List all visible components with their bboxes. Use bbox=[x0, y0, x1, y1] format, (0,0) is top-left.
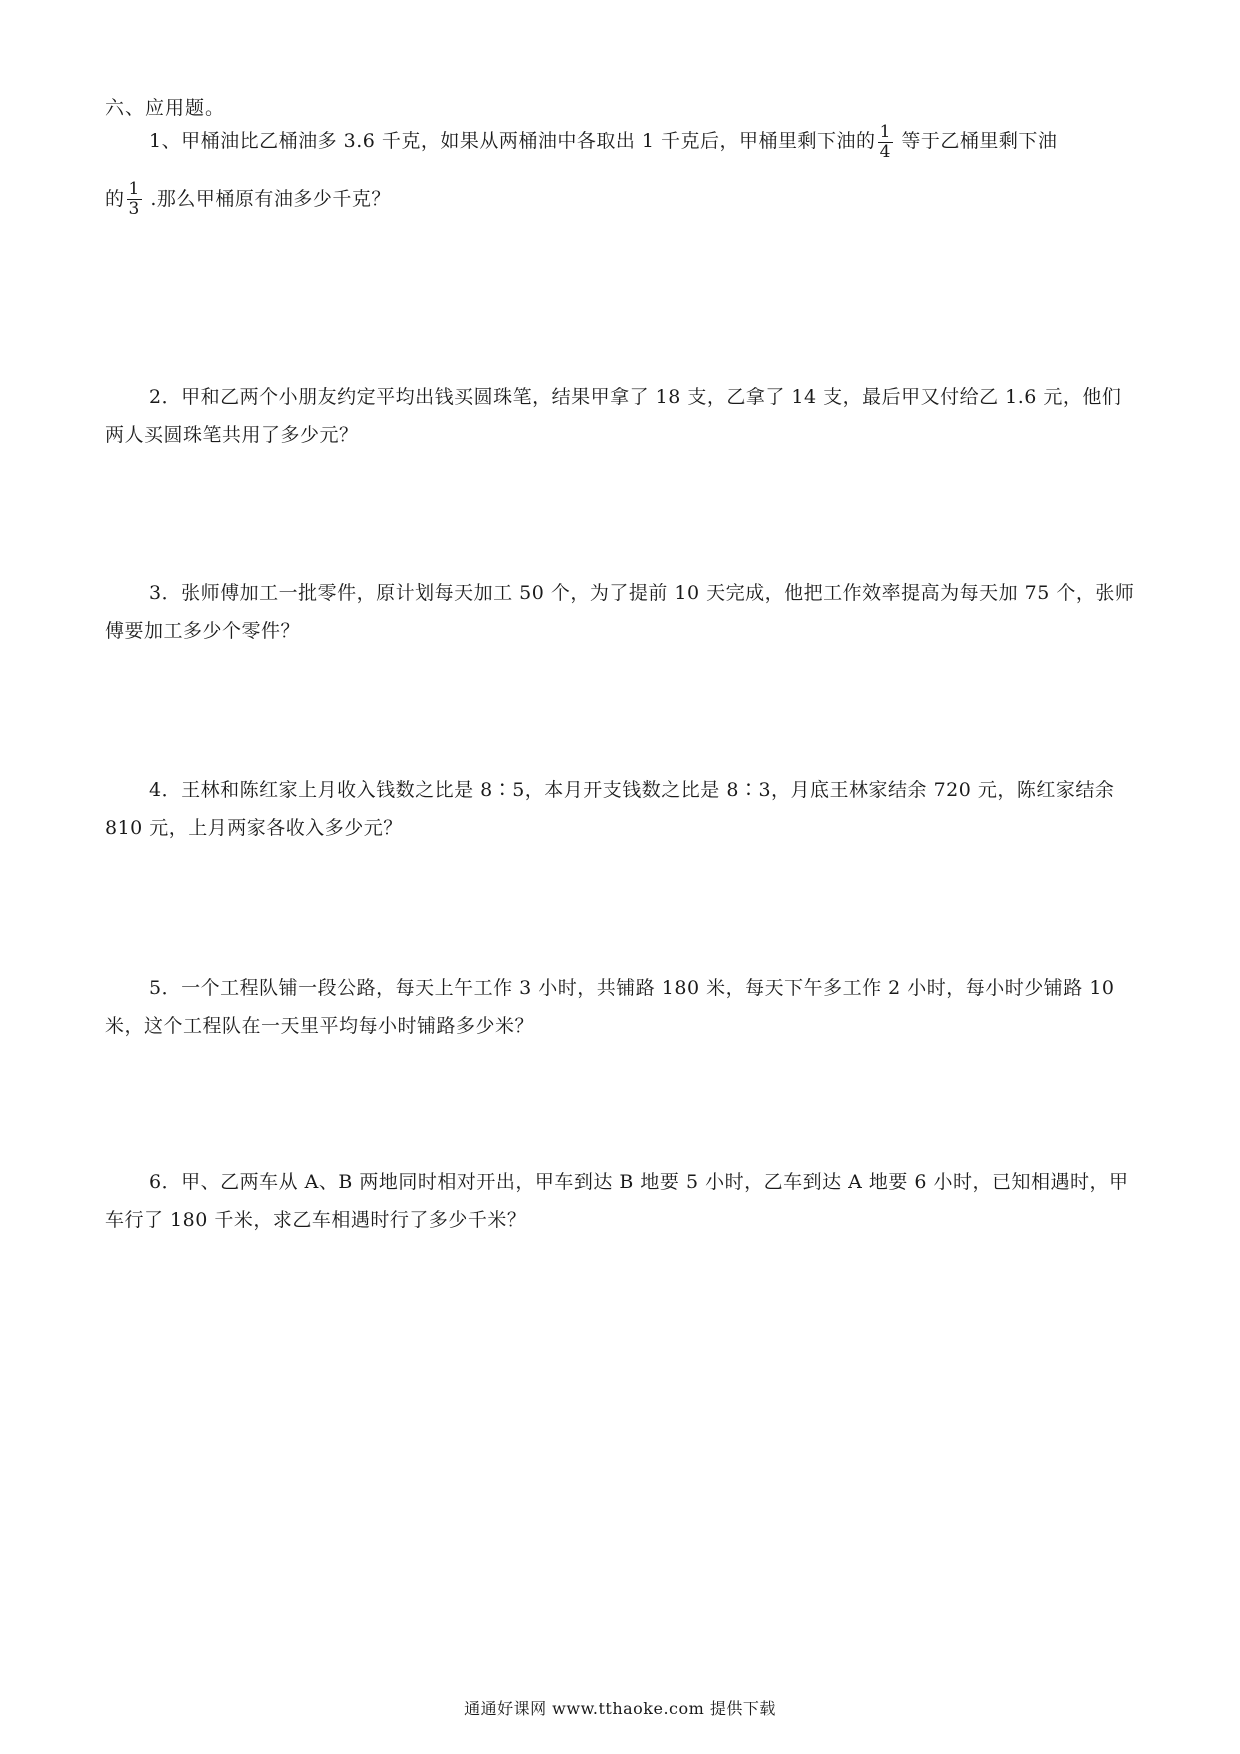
fraction-numerator: 1 bbox=[879, 121, 891, 142]
question-6-text: 甲、乙两车从 A、B 两地同时相对开出，甲车到达 B 地要 5 小时，乙车到达 A 地要 6 小时，已知相遇时，甲车行了 180 千米，求乙车相遇时行了多少千米？ bbox=[105, 1171, 1129, 1231]
fraction-one-third bbox=[127, 180, 142, 219]
question-3 bbox=[105, 574, 1135, 650]
question-2 bbox=[105, 378, 1135, 454]
question-5-text: 一个工程队铺一段公路，每天上午工作 3 小时，共铺路 180 米，每天下午多工作 2 小时，每小时少铺路 10 米，这个工程队在一天里平均每小时铺路多少米？ bbox=[105, 977, 1115, 1037]
question-4-number: 4． bbox=[149, 779, 182, 801]
question-5 bbox=[105, 969, 1135, 1045]
question-1-text-part-2: 等于乙桶里剩下油 bbox=[894, 130, 1058, 152]
fraction-denominator: 3 bbox=[128, 199, 140, 219]
question-6-number: 6． bbox=[149, 1171, 182, 1193]
question-1-line-1 bbox=[105, 122, 1135, 162]
fraction-one-quarter bbox=[878, 123, 893, 162]
fraction-denominator: 4 bbox=[879, 141, 891, 162]
question-3-number: 3． bbox=[149, 582, 182, 604]
question-1-text-part-1: 甲桶油比乙桶油多 3.6 千克，如果从两桶油中各取出 1 千克后，甲桶里剩下油的 bbox=[181, 130, 876, 152]
question-3-text: 张师傅加工一批零件，原计划每天加工 50 个，为了提前 10 天完成，他把工作效率提高为每天加 75 个，张师傅要加工多少个零件？ bbox=[105, 582, 1135, 642]
question-4 bbox=[105, 771, 1135, 847]
section-title: 六、应用题。 bbox=[105, 97, 226, 119]
question-2-text: 甲和乙两个小朋友约定平均出钱买圆珠笔，结果甲拿了 18 支，乙拿了 14 支，最后甲又付给乙 1.6 元，他们两人买圆珠笔共用了多少元？ bbox=[105, 386, 1122, 446]
question-2-number: 2． bbox=[149, 386, 182, 408]
question-1-line-2 bbox=[105, 180, 1135, 220]
question-1-text-part-4: .那么甲桶原有油多少千克？ bbox=[143, 187, 391, 210]
question-5-number: 5． bbox=[149, 977, 182, 999]
question-1 bbox=[105, 122, 1135, 219]
question-1-text-part-3: 的 bbox=[105, 187, 125, 210]
question-1-number: 1、 bbox=[149, 130, 182, 152]
footer-credit: 通通好课网 www.tthaoke.com 提供下载 bbox=[464, 1699, 776, 1718]
question-6 bbox=[105, 1163, 1135, 1239]
fraction-numerator: 1 bbox=[128, 179, 140, 199]
question-4-text: 王林和陈红家上月收入钱数之比是 8∶5，本月开支钱数之比是 8∶3，月底王林家结余 720 元，陈红家结余 810 元，上月两家各收入多少元？ bbox=[105, 779, 1115, 839]
